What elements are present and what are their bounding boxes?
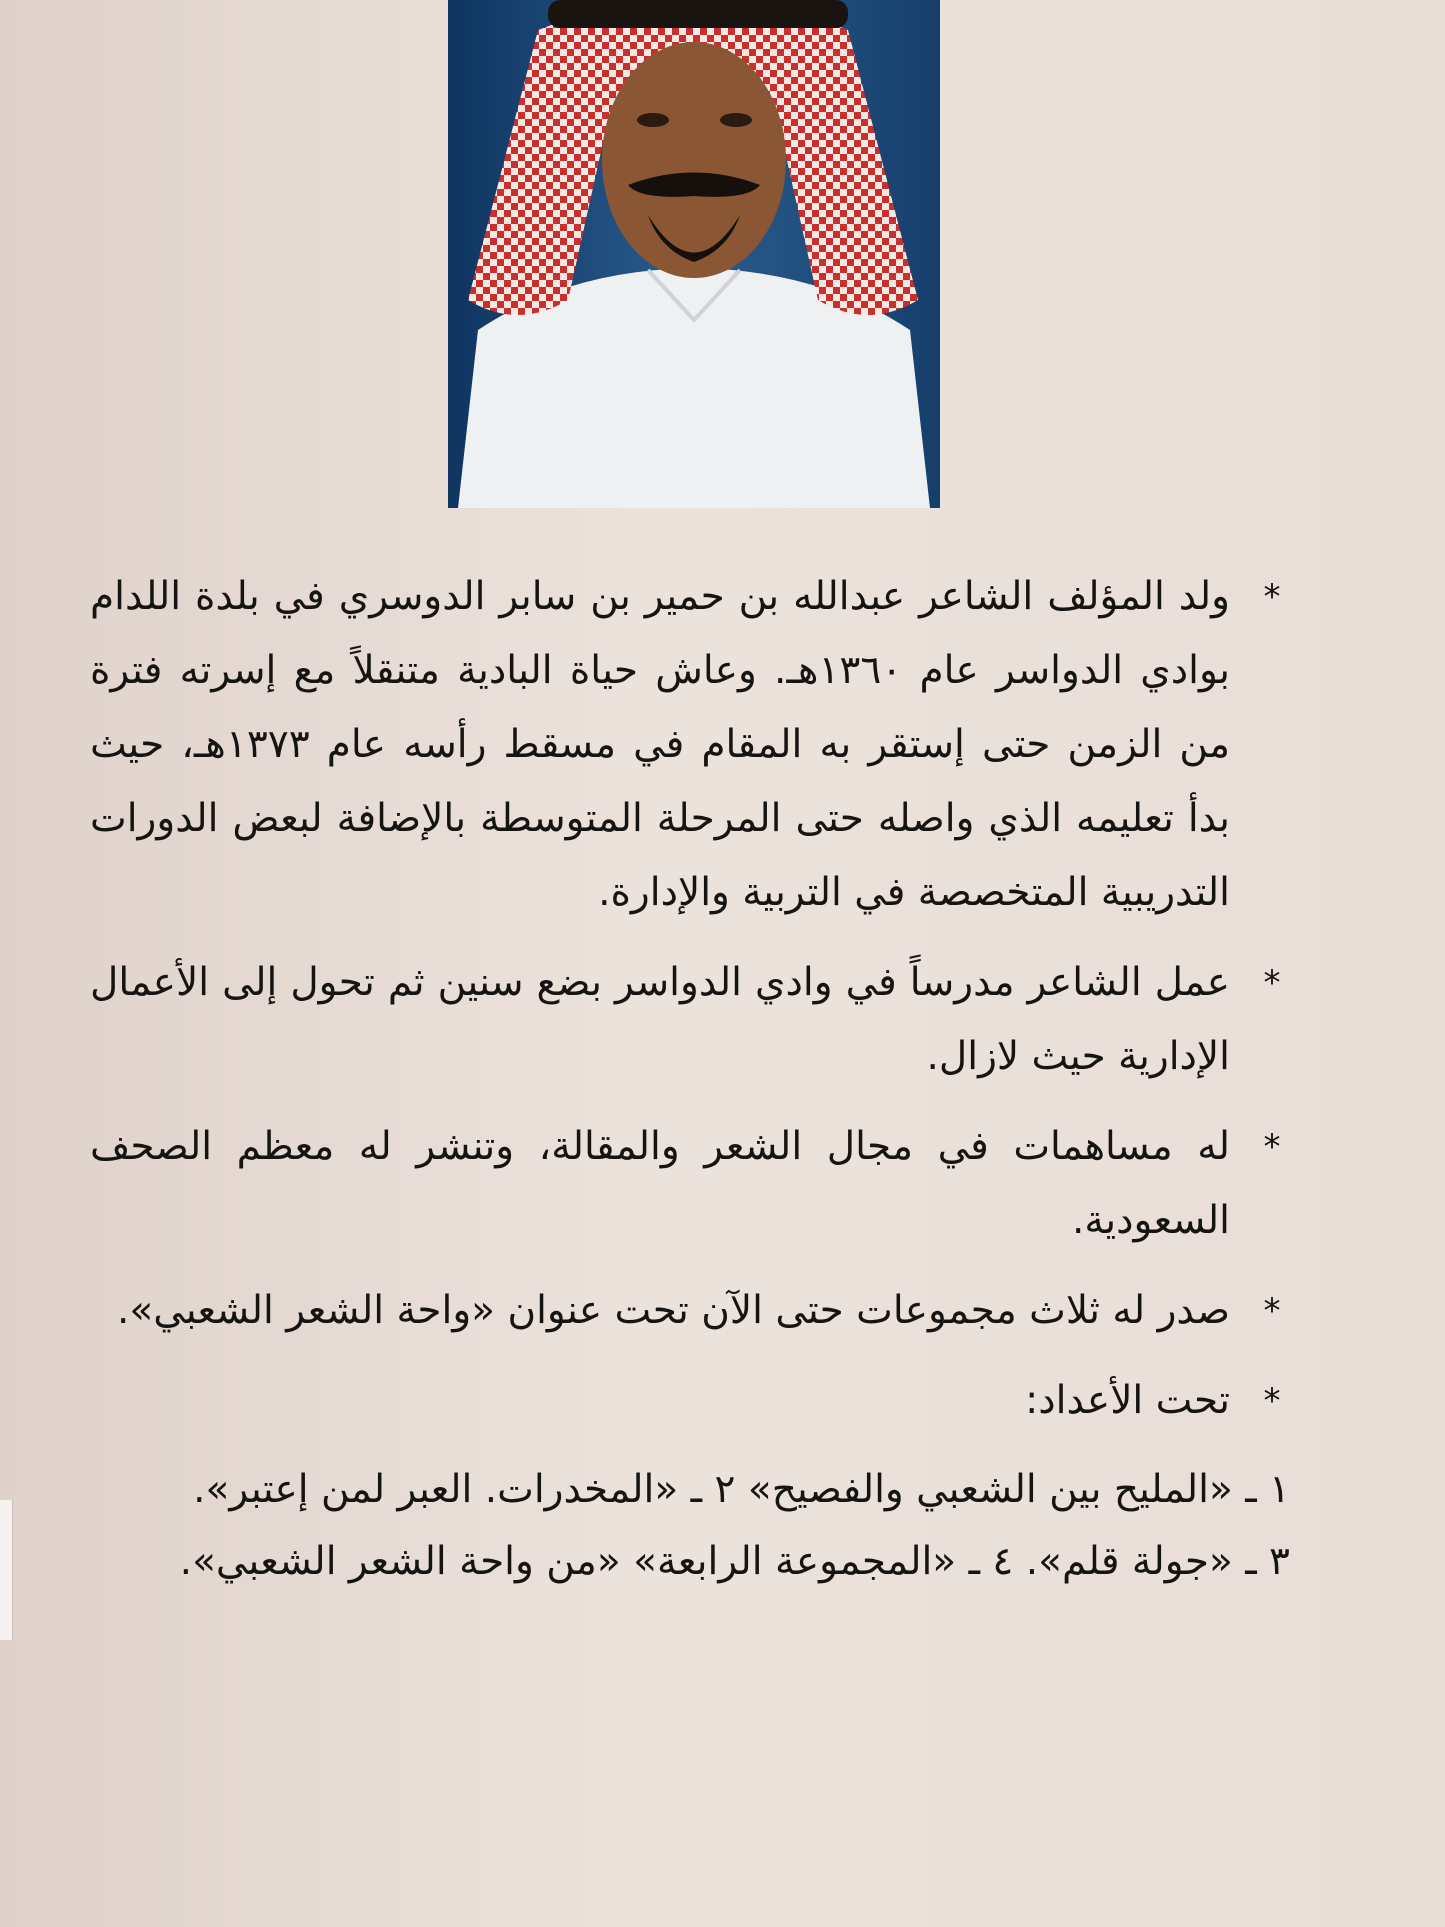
bio-item bbox=[90, 1274, 1290, 1348]
bio-item bbox=[90, 946, 1290, 1094]
asterisk-icon: * bbox=[1263, 963, 1281, 1003]
bio-item bbox=[90, 1110, 1290, 1258]
author-biography bbox=[90, 560, 1290, 1598]
asterisk-icon: * bbox=[1263, 1291, 1281, 1331]
bio-text: عمل الشاعر مدرساً في وادي الدواسر بضع سنين ثم تحول إلى الأعمال الإدارية حيث لازال. bbox=[90, 960, 1230, 1079]
bio-text: له مساهمات في مجال الشعر والمقالة، وتنشر له معظم الصحف السعودية. bbox=[90, 1124, 1230, 1243]
bio-item bbox=[90, 1364, 1290, 1438]
asterisk-icon: * bbox=[1263, 1381, 1281, 1421]
author-photo bbox=[448, 0, 940, 508]
works-list bbox=[90, 1454, 1290, 1598]
bio-text: ولد المؤلف الشاعر عبدالله بن حمير بن سابر الدوسري في بلدة اللدام بوادي الدواسر عام ١٣٦٠هـ. وعاش حياة البادية متنقلاً مع إسرته فترة من الزمن حتى إستقر به المقام في مسقط رأسه عام ١٣٧٣هـ، حيث بدأ تعليمه الذي واصله حتى المرحلة المتوسطة بالإضافة لبعض الدورات التدريبية المتخصصة في التربية والإدارة. bbox=[90, 574, 1230, 915]
bio-text: تحت الأعداد: bbox=[1025, 1378, 1230, 1423]
page-edge bbox=[0, 1500, 13, 1640]
bio-text: صدر له ثلاث مجموعات حتى الآن تحت عنوان «واحة الشعر الشعبي». bbox=[117, 1288, 1230, 1333]
works-line: ١ ـ «المليح بين الشعبي والفصيح» ٢ ـ «المخدرات. العبر لمن إعتبر». bbox=[193, 1467, 1290, 1512]
asterisk-icon: * bbox=[1263, 1127, 1281, 1167]
works-line: ٣ ـ «جولة قلم». ٤ ـ «المجموعة الرابعة» «من واحة الشعر الشعبي». bbox=[179, 1539, 1290, 1584]
asterisk-icon: * bbox=[1263, 577, 1281, 617]
bio-item bbox=[90, 560, 1290, 930]
